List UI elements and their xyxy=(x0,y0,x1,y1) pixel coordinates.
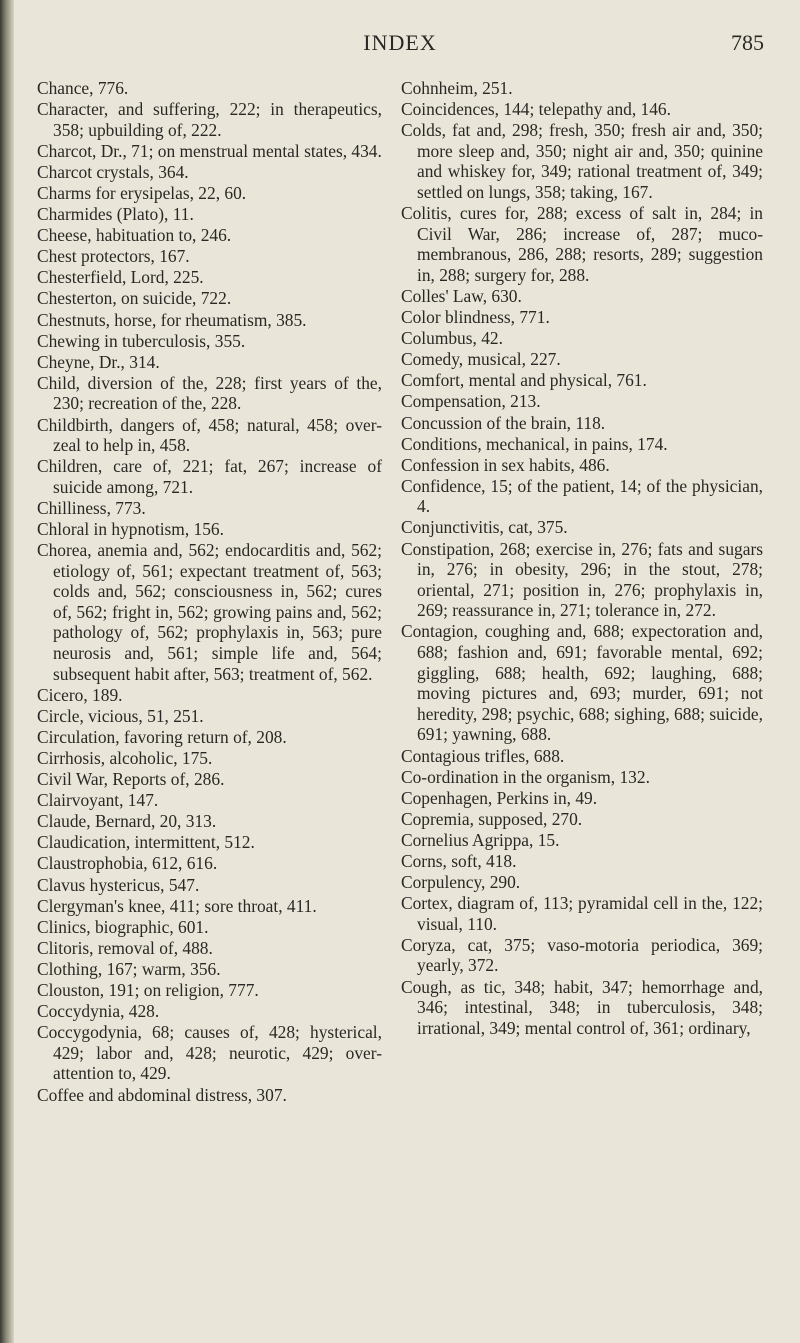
index-entry: Children, care of, 221; fat, 267; increase of suicide among, 721. xyxy=(37,456,382,497)
index-entry: Chest protectors, 167. xyxy=(37,246,190,267)
index-entry: Chestnuts, horse, for rheumatism, 385. xyxy=(37,309,307,330)
book-spine-shadow xyxy=(0,0,14,1343)
index-entry: Childbirth, dangers of, 458; natural, 458; over-zeal to help in, 458. xyxy=(37,414,382,456)
index-entry: Claustrophobia, 612, 616. xyxy=(37,853,218,874)
index-entry: Contagious trifles, 688. xyxy=(401,745,565,766)
index-entry: Coryza, cat, 375; vaso-motoria periodica, 369; yearly, 372. xyxy=(401,934,763,976)
index-entry: Conjunctivitis, cat, 375. xyxy=(401,517,568,538)
index-entry: Coccygodynia, 68; causes of, 428; hysterical, 429; labor and, 428; neurotic, 429; over-attention to, 429. xyxy=(37,1022,382,1084)
index-entry: Conditions, mechanical, in pains, 174. xyxy=(401,433,668,454)
index-entry: Circulation, favoring return of, 208. xyxy=(37,726,287,747)
index-entry: Copenhagen, Perkins in, 49. xyxy=(401,787,598,808)
index-entry: Coccydynia, 428. xyxy=(37,1001,160,1022)
index-column-right xyxy=(401,78,763,1039)
index-entry: Claude, Bernard, 20, 313. xyxy=(37,811,217,832)
index-entry: Cheese, habituation to, 246. xyxy=(37,225,232,246)
index-entry: Copremia, supposed, 270. xyxy=(401,808,583,829)
index-entry: Color blindness, 771. xyxy=(401,307,550,328)
index-entry: Colitis, cures for, 288; excess of salt in, 284; in Civil War, 286; increase of, 287; muco-membranous, 286, 288; resorts, 289; suggestion in, 288; surgery for, 288. xyxy=(401,203,763,285)
index-entry: Cirrhosis, alcoholic, 175. xyxy=(37,748,213,768)
index-entry: Clothing, 167; warm, 356. xyxy=(37,958,221,979)
index-entry: Comedy, musical, 227. xyxy=(401,349,561,370)
index-entry: Co-ordination in the organism, 132. xyxy=(401,766,650,787)
index-entry: Cicero, 189. xyxy=(37,684,123,705)
index-entry: Clinics, biographic, 601. xyxy=(37,916,209,937)
index-entry: Charcot, Dr., 71; on menstrual mental states, 434. xyxy=(37,140,382,161)
index-entry: Clavus hystericus, 547. xyxy=(37,874,200,895)
index-entry: Comfort, mental and physical, 761. xyxy=(401,370,647,391)
page-title: INDEX xyxy=(363,30,437,55)
index-entry: Chance, 776. xyxy=(37,78,129,98)
index-entry: Compensation, 213. xyxy=(401,391,541,412)
index-entry: Chloral in hypnotism, 156. xyxy=(37,518,224,539)
index-entry: Chesterton, on suicide, 722. xyxy=(37,288,232,309)
index-entry: Confidence, 15; of the patient, 14; of the physician, 4. xyxy=(401,475,763,517)
index-entry: Civil War, Reports of, 286. xyxy=(37,769,225,790)
index-entry: Concussion of the brain, 118. xyxy=(401,412,606,433)
index-entry: Clouston, 191; on religion, 777. xyxy=(37,980,259,1001)
index-entry: Coffee and abdominal distress, 307. xyxy=(37,1084,287,1105)
index-entry: Corns, soft, 418. xyxy=(401,850,517,871)
index-entry: Colles' Law, 630. xyxy=(401,285,522,306)
index-entry: Chesterfield, Lord, 225. xyxy=(37,267,204,288)
index-entry: Cough, as tic, 348; habit, 347; hemorrhage and, 346; intestinal, 348; in tuberculosis, 348; irrational, 349; mental control of, 361; ordinary, xyxy=(401,976,763,1038)
index-entry: Constipation, 268; exercise in, 276; fats and sugars in, 276; in obesity, 296; in the stout, 278; oriental, 271; position in, 276; prophylaxis in, 269; reassurance in, 271; tolerance in, 272. xyxy=(401,538,763,621)
index-entry: Clairvoyant, 147. xyxy=(37,790,159,811)
index-entry: Clergyman's knee, 411; sore throat, 411. xyxy=(37,895,317,916)
index-entry: Cornelius Agrippa, 15. xyxy=(401,829,560,850)
index-entry: Columbus, 42. xyxy=(401,328,503,349)
index-entry: Circle, vicious, 51, 251. xyxy=(37,705,204,726)
index-entry: Charmides (Plato), 11. xyxy=(37,204,194,225)
index-entry: Contagion, coughing and, 688; expectoration and, 688; fashion and, 691; favorable mental, 692; giggling, 688; health, 692; laughing, 688; moving pictures and, 693; murder, 691; not heredity, 298; psychic, 688; sighing, 688; suicide, 691; yawning, 688. xyxy=(401,621,763,745)
index-entry: Clitoris, removal of, 488. xyxy=(37,937,213,958)
index-entry: Charcot crystals, 364. xyxy=(37,161,189,182)
index-entry: Cheyne, Dr., 314. xyxy=(37,351,160,372)
index-entry: Character, and suffering, 222; in therapeutics, 358; upbuilding of, 222. xyxy=(37,99,382,140)
index-entry: Chewing in tuberculosis, 355. xyxy=(37,330,246,351)
index-entry: Cortex, diagram of, 113; pyramidal cell in the, 122; visual, 110. xyxy=(401,893,763,934)
page-number: 785 xyxy=(731,30,764,55)
index-entry: Child, diversion of the, 228; first years of the, 230; recreation of the, 228. xyxy=(37,372,382,414)
index-entry: Colds, fat and, 298; fresh, 350; fresh air and, 350; more sleep and, 350; night air and, 350; quinine and whiskey for, 349; rational treatment of, 349; settled on lungs, 358; taking, 167. xyxy=(401,120,763,202)
index-entry: Chilliness, 773. xyxy=(37,497,146,518)
index-entry: Chorea, anemia and, 562; endocarditis and, 562; etiology of, 561; expectant treatment of, 563; colds and, 562; consciousness in, 562; cures of, 562; fright in, 562; growing pains and, 562; pathology of, 562; prophylaxis in, 563; pure neurosis and, 561; simple life and, 564; subsequent habit after, 563; treatment of, 562. xyxy=(37,540,382,684)
page-header xyxy=(0,30,800,60)
index-entry: Charms for erysipelas, 22, 60. xyxy=(37,182,247,203)
index-column-left xyxy=(37,78,382,1106)
index-entry: Cohnheim, 251. xyxy=(401,78,513,98)
index-entry: Confession in sex habits, 486. xyxy=(401,454,610,475)
index-entry: Corpulency, 290. xyxy=(401,872,521,893)
index-entry: Claudication, intermittent, 512. xyxy=(37,832,255,853)
index-entry: Coincidences, 144; telepathy and, 146. xyxy=(401,99,671,120)
